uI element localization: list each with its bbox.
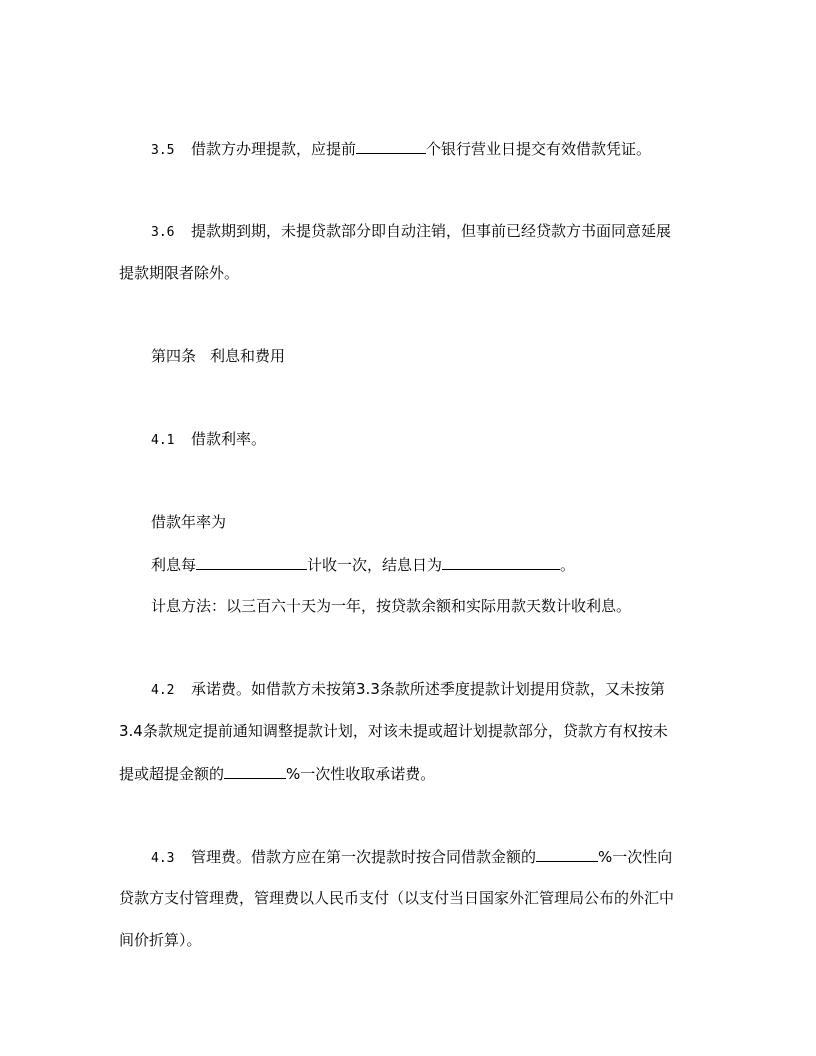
clause-3-6-text-1: 提款期到期，未提贷款部分即自动注销，但事前已经贷款方书面同意延展 xyxy=(191,222,672,240)
clause-3-5-blank xyxy=(356,138,426,154)
clause-4-1-calc-method: 计息方法：以三百六十天为一年，按贷款余额和实际用款天数计收利息。 xyxy=(151,597,632,615)
clause-4-2-line-2 xyxy=(119,721,668,741)
clause-3-5-text-before: 借款方办理提款，应提前 xyxy=(191,140,357,158)
clause-4-2-text-2: 3.4条款规定提前通知调整提款计划，对该未提或超计划提款部分，贷款方有权按未 xyxy=(119,722,668,740)
clause-4-3-text-3: 间价折算）。 xyxy=(119,931,202,949)
clause-4-3-line-3 xyxy=(119,930,202,950)
clause-4-3-rate-blank xyxy=(536,846,598,862)
clause-4-1-period-blank xyxy=(196,554,307,570)
clause-4-2-line-1 xyxy=(151,679,665,699)
clause-4-1-interest-end: 。 xyxy=(560,556,576,574)
clause-4-2-text-3-after: %一次性收取承诺费。 xyxy=(286,765,436,783)
article-4-number: 第四条 xyxy=(151,347,197,365)
clause-4-3-line-2 xyxy=(119,888,674,908)
clause-4-1-calc xyxy=(151,596,631,616)
article-4-title: 利息和费用 xyxy=(210,347,286,365)
clause-4-2-text-3-before: 提或超提金额的 xyxy=(119,765,225,783)
clause-3-5 xyxy=(151,138,651,158)
clause-4-3-number: 4.3 xyxy=(151,851,175,866)
clause-4-1-number: 4.1 xyxy=(151,433,175,448)
clause-4-1-heading xyxy=(151,429,266,449)
clause-3-6-number: 3.6 xyxy=(151,225,175,240)
clause-4-3-text-1-after: %一次性向 xyxy=(598,848,673,866)
clause-4-1-title: 借款利率。 xyxy=(191,430,267,448)
clause-4-1-rate-label: 借款年率为 xyxy=(151,513,227,531)
clause-4-3-line-1 xyxy=(151,846,672,866)
clause-4-2-text-1: 承诺费。如借款方未按第3.3条款所述季度提款计划提用贷款，又未按第 xyxy=(191,680,665,698)
clause-3-5-number: 3.5 xyxy=(151,143,175,158)
clause-3-6-text-2: 提款期限者除外。 xyxy=(119,264,240,282)
clause-3-5-text-after: 个银行营业日提交有效借款凭证。 xyxy=(426,140,652,158)
clause-4-1-interest-prefix: 利息每 xyxy=(151,556,197,574)
clause-4-1-interest xyxy=(151,554,575,574)
clause-4-2-rate-blank xyxy=(224,763,286,779)
article-4-heading xyxy=(151,346,285,366)
clause-4-1-rate xyxy=(151,512,226,532)
clause-4-2-line-3 xyxy=(119,763,435,783)
clause-3-6-line-2 xyxy=(119,263,239,283)
clause-4-1-settlement-blank xyxy=(442,554,560,570)
clause-4-3-text-2: 贷款方支付管理费，管理费以人民币支付（以支付当日国家外汇管理局公布的外汇中 xyxy=(119,889,675,907)
clause-3-6-line-1 xyxy=(151,221,671,241)
clause-4-2-number: 4.2 xyxy=(151,683,175,698)
clause-4-3-text-1-before: 管理费。借款方应在第一次提款时按合同借款金额的 xyxy=(191,848,537,866)
clause-4-1-interest-middle: 计收一次，结息日为 xyxy=(307,556,443,574)
